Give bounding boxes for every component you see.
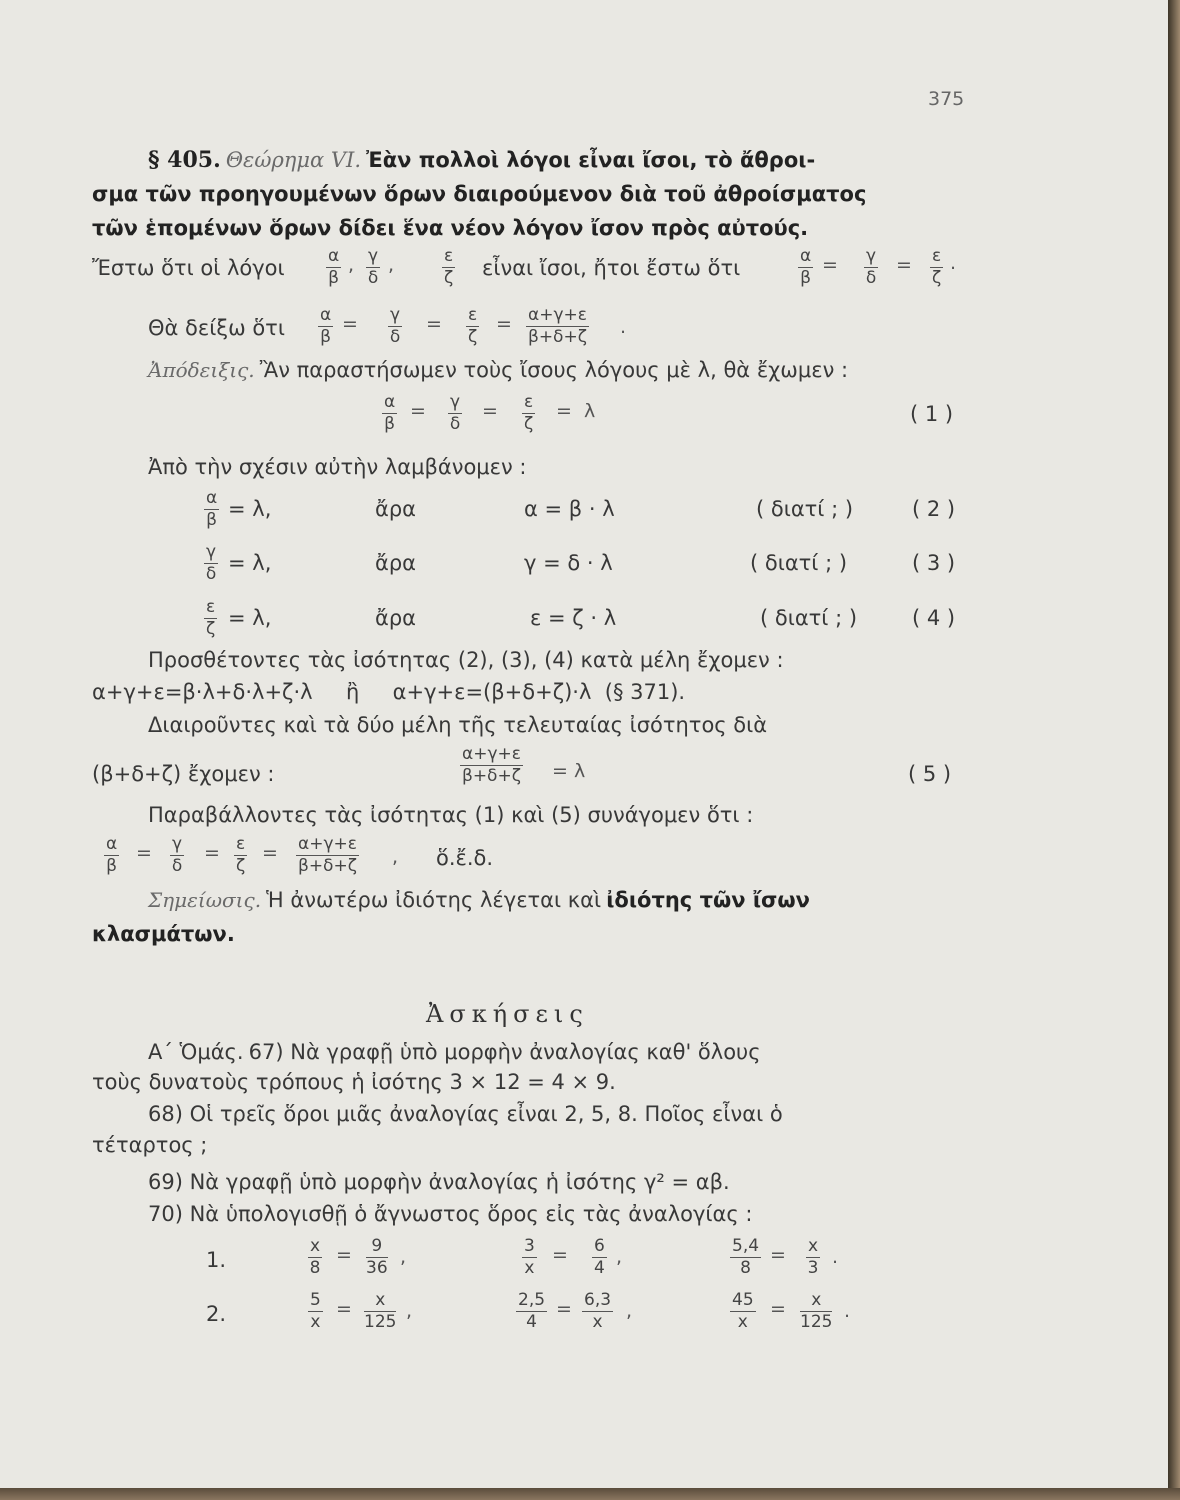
equals-sign: =: [204, 842, 220, 864]
equals-lambda: = λ: [552, 760, 586, 782]
comma: ,: [616, 1246, 623, 1268]
equals-sign: =: [482, 400, 498, 422]
page-edge-shadow: [1168, 0, 1180, 1500]
row-ara: ἄρα: [375, 551, 417, 575]
fraction-sum: $\frac{\alpha+\gamma+\varepsilon}{\beta+\delta+\zeta}$: [527, 305, 587, 347]
exercises-heading: Ἀσκήσεις: [426, 1000, 589, 1028]
proportion-fraction: $\frac{6}{4}$: [594, 1236, 605, 1278]
comparing-text: Παραβάλλοντες τὰς ἰσότητας (1) καὶ (5) συνάγομεν ὅτι :: [148, 803, 754, 827]
theorem-text-2: σμα τῶν προηγουμένων ὅρων διαιρούμενον διὰ τοῦ ἀθροίσματος: [92, 182, 867, 206]
proportion-fraction: $\frac{45}{x}$: [732, 1290, 754, 1332]
proportion-fraction: $\frac{5,4}{8}$: [732, 1236, 760, 1278]
item-number: 1.: [206, 1248, 227, 1272]
theorem-text-3: τῶν ἑπομένων ὅρων δίδει ἕνα νέον λόγον ἴσον πρὸς αὐτούς.: [92, 216, 809, 240]
fraction-epsilon-zeta: $\frac{\varepsilon}{\zeta}$: [235, 834, 246, 876]
exercise-group: Α΄ Ὁμάς.: [148, 1040, 244, 1064]
dividing-text: Διαιροῦντες καὶ τὰ δύο μέλη τῆς τελευταίας ἰσότητος διὰ: [148, 713, 768, 737]
equals-sign: =: [896, 254, 912, 276]
row-result: ε = ζ · λ: [530, 606, 617, 630]
exercise-68b: τέταρτος ;: [92, 1133, 208, 1157]
proof-label: Ἀπόδειξις.: [148, 358, 255, 382]
equals-sign: =: [556, 1298, 572, 1320]
equation-tag-3: ( 3 ): [912, 551, 956, 575]
equals-sign: =: [552, 1244, 568, 1266]
theorem-text-1: Ἐὰν πολλοὶ λόγοι εἶναι ἴσοι, τὸ ἄθροι-: [366, 148, 816, 172]
proportion-fraction: $\frac{x}{3}$: [807, 1236, 819, 1278]
equation-tag-2: ( 2 ): [912, 497, 956, 521]
note-line-1: [148, 888, 810, 912]
fraction-alpha-beta: $\frac{\alpha}{\beta}$: [384, 392, 396, 434]
period: .: [844, 1300, 851, 1322]
proportion-fraction: $\frac{6,3}{x}$: [584, 1290, 612, 1332]
equals-sign: =: [136, 842, 152, 864]
fraction-gamma-delta: $\frac{\gamma}{\delta}$: [205, 542, 217, 584]
item-number: 2.: [206, 1302, 227, 1326]
fraction-alpha-beta: $\frac{\alpha}{\beta}$: [206, 488, 218, 530]
equals-sign: =: [770, 1298, 786, 1320]
equals-sign: =: [336, 1298, 352, 1320]
row-result: γ = δ · λ: [524, 551, 613, 575]
fraction-epsilon-zeta: $\frac{\varepsilon}{\zeta}$: [523, 392, 534, 434]
comma: ,: [348, 254, 355, 276]
equals-sign: =: [496, 313, 512, 335]
fraction-alpha-beta: $\frac{\alpha}{\beta}$: [328, 246, 340, 288]
fraction-gamma-delta: $\frac{\gamma}{\delta}$: [449, 392, 461, 434]
fraction-gamma-delta: $\frac{\gamma}{\delta}$: [865, 246, 877, 288]
section-number: § 405.: [148, 147, 221, 173]
comma: ,: [400, 1246, 407, 1268]
proof-intro-text: Ἂν παραστήσωμεν τοὺς ἴσους λόγους μὲ λ, θὰ ἔχωμεν :: [259, 358, 849, 382]
fraction-alpha-beta: $\frac{\alpha}{\beta}$: [320, 305, 332, 347]
row-ara: ἄρα: [375, 606, 417, 630]
fraction-alpha-beta: $\frac{\alpha}{\beta}$: [106, 834, 118, 876]
equals-sign: =: [336, 1244, 352, 1266]
row-lhs: = λ,: [228, 606, 272, 630]
fraction-epsilon-zeta: $\frac{\varepsilon}{\zeta}$: [205, 597, 216, 639]
comma: ,: [392, 846, 399, 868]
proportion-fraction: $\frac{x}{125}$: [800, 1290, 833, 1332]
note-text: Ἡ ἀνωτέρω ἰδιότης λέγεται καὶ: [266, 888, 602, 912]
proportion-fraction: $\frac{9}{36}$: [366, 1236, 388, 1278]
row-ara: ἄρα: [375, 497, 417, 521]
exercise-68a: 68) Οἱ τρεῖς ὅροι μιᾶς ἀναλογίας εἶναι 2, 5, 8. Ποῖος εἶναι ὁ: [148, 1102, 783, 1126]
equals-sign: =: [426, 313, 442, 335]
exercise-67-line-1: [148, 1040, 761, 1064]
row-lhs: = λ,: [228, 497, 272, 521]
proportion-fraction: $\frac{3}{x}$: [524, 1236, 535, 1278]
equation-tag-4: ( 4 ): [912, 606, 956, 630]
row-why: ( διατί ; ): [756, 497, 854, 521]
comma: ,: [406, 1300, 413, 1322]
fraction-gamma-delta: $\frac{\gamma}{\delta}$: [367, 246, 379, 288]
comma: ,: [388, 254, 395, 276]
given-prefix: Ἔστω ὅτι οἱ λόγοι: [92, 256, 285, 280]
from-relation: Ἀπὸ τὴν σχέσιν αὐτὴν λαμβάνομεν :: [148, 455, 527, 479]
fraction-alpha-beta: $\frac{\alpha}{\beta}$: [800, 246, 812, 288]
page-number: 375: [928, 88, 965, 110]
dividing-text-2: (β+δ+ζ) ἔχομεν :: [92, 762, 275, 786]
qed: ὅ.ἔ.δ.: [436, 846, 494, 870]
fraction-epsilon-zeta: $\frac{\varepsilon}{\zeta}$: [467, 305, 478, 347]
exercise-69: 69) Νὰ γραφῇ ὑπὸ μορφὴν ἀναλογίας ἡ ἰσότης γ² = αβ.: [148, 1170, 730, 1194]
equation-tag-5: ( 5 ): [908, 762, 952, 786]
period: .: [620, 316, 627, 338]
note-bold: ἰδιότης τῶν ἴσων: [606, 888, 810, 912]
exercise-67a: 67) Νὰ γραφῇ ὑπὸ μορφὴν ἀναλογίας καθ' ὅλους: [248, 1040, 761, 1064]
exercise-70: 70) Νὰ ὑπολογισθῇ ὁ ἄγνωστος ὅρος εἰς τὰς ἀναλογίας :: [148, 1202, 753, 1226]
proportion-fraction: $\frac{5}{x}$: [310, 1290, 321, 1332]
fraction-sum: $\frac{\alpha+\gamma+\varepsilon}{\beta+\delta+\zeta}$: [461, 744, 521, 786]
row-why: ( διατί ; ): [750, 551, 848, 575]
equation-tag-1: ( 1 ): [910, 402, 954, 426]
row-result: α = β · λ: [524, 497, 615, 521]
adding-text: Προσθέτοντες τὰς ἰσότητας (2), (3), (4) κατὰ μέλη ἔχομεν :: [148, 648, 784, 672]
comma: ,: [626, 1300, 633, 1322]
proportion-fraction: $\frac{2,5}{4}$: [518, 1290, 546, 1332]
fraction-gamma-delta: $\frac{\gamma}{\delta}$: [171, 834, 183, 876]
equals-lambda: = λ: [556, 400, 596, 422]
to-show-prefix: Θὰ δείξω ὅτι: [148, 316, 285, 340]
theorem-line-1: [148, 147, 815, 173]
equals-sign: =: [770, 1244, 786, 1266]
equals-sign: =: [410, 400, 426, 422]
exercise-67b: τοὺς δυνατοὺς τρόπους ἡ ἰσότης 3 × 12 = 4 × 9.: [92, 1070, 616, 1094]
row-lhs: = λ,: [228, 551, 272, 575]
proof-intro: [148, 358, 848, 382]
period: .: [832, 1246, 839, 1268]
equals-sign: =: [262, 842, 278, 864]
proportion-fraction: $\frac{x}{8}$: [309, 1236, 321, 1278]
proportion-fraction: $\frac{x}{125}$: [364, 1290, 397, 1332]
equals-sign: =: [342, 313, 358, 335]
note-bold-2: κλασμάτων.: [92, 922, 235, 946]
fraction-epsilon-zeta: $\frac{\varepsilon}{\zeta}$: [443, 246, 454, 288]
equals-sign: =: [822, 254, 838, 276]
fraction-gamma-delta: $\frac{\gamma}{\delta}$: [389, 305, 401, 347]
period: .: [950, 252, 957, 274]
fraction-epsilon-zeta: $\frac{\varepsilon}{\zeta}$: [931, 246, 942, 288]
bottom-edge-shadow: [0, 1488, 1180, 1500]
given-mid: εἶναι ἴσοι, ἤτοι ἔστω ὅτι: [482, 256, 741, 280]
row-why: ( διατί ; ): [760, 606, 858, 630]
note-label: Σημείωσις.: [148, 888, 262, 912]
sum-line: α+γ+ε=β·λ+δ·λ+ζ·λ ἢ α+γ+ε=(β+δ+ζ)·λ (§ 371).: [92, 680, 686, 704]
fraction-sum: $\frac{\alpha+\gamma+\varepsilon}{\beta+\delta+\zeta}$: [297, 834, 357, 876]
theorem-label: Θεώρημα VI.: [225, 148, 362, 172]
